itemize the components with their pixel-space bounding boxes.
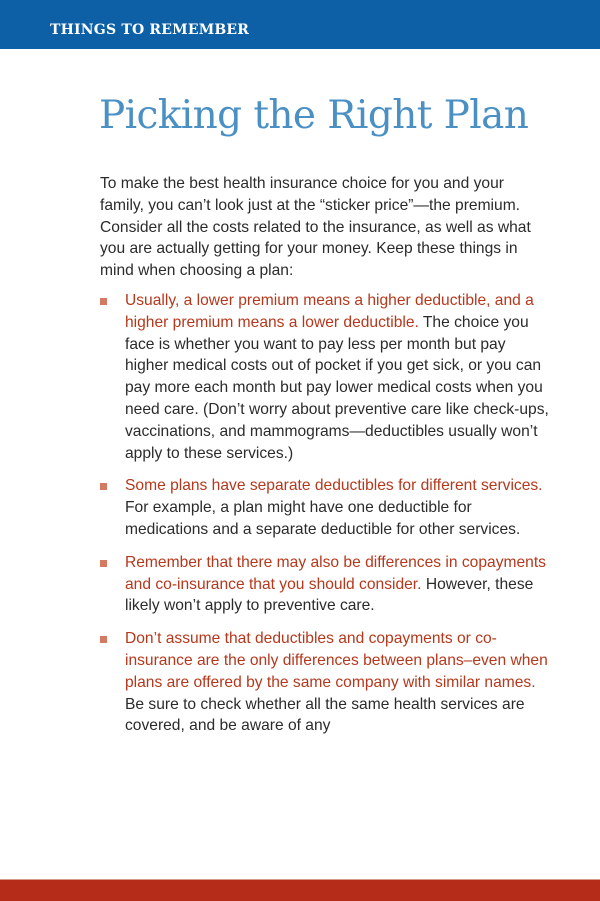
square-bullet-icon	[100, 483, 107, 490]
square-bullet-icon	[100, 636, 107, 643]
tip-body: For example, a plan might have one deductible for medications and a separate deductible for other services.	[125, 499, 521, 538]
page-title: Picking the Right Plan	[99, 93, 529, 138]
square-bullet-icon	[100, 560, 107, 567]
tip-highlight: Some plans have separate deductibles for different services.	[125, 477, 543, 495]
list-item	[100, 290, 550, 464]
intro-paragraph: To make the best health insurance choice for you and your family, you can’t look just at the “sticker price”—the premium. Consider all the costs related to the insurance, as well as what you are actually getting for your money. Keep these things in mind when choosing a plan:	[100, 175, 531, 280]
tip-body: Be sure to check whether all the same health services are covered, and be aware of any	[125, 695, 525, 735]
list-item	[100, 475, 550, 540]
tip-highlight: Remember that there may also be differences in copayments and co-insurance that you should consider.	[125, 553, 546, 593]
square-bullet-icon	[100, 298, 107, 305]
footer-band	[0, 879, 600, 901]
top-banner	[0, 0, 600, 49]
tip-highlight: Don’t assume that deductibles and copayments or co-insurance are the only differences between plans–even when plans are offered by the same company with similar names.	[125, 630, 548, 691]
tips-list	[100, 290, 550, 748]
list-item	[100, 628, 550, 737]
section-label: THINGS TO REMEMBER	[50, 22, 250, 38]
tip-highlight: Usually, a lower premium means a higher deductible, and a higher premium means a lower deductible.	[125, 292, 534, 331]
list-item	[100, 552, 550, 617]
tip-body: However, these likely won’t apply to preventive care.	[125, 575, 534, 615]
tip-body: The choice you face is whether you want to pay less per month but pay higher medical costs out of pocket if you get sick, or you can pay more each month but pay lower medical costs when you need care. (Don’t worry about preventive care like check-ups, vaccinations, and mammograms—deductibles usually won’t apply to these services.)	[125, 313, 549, 462]
